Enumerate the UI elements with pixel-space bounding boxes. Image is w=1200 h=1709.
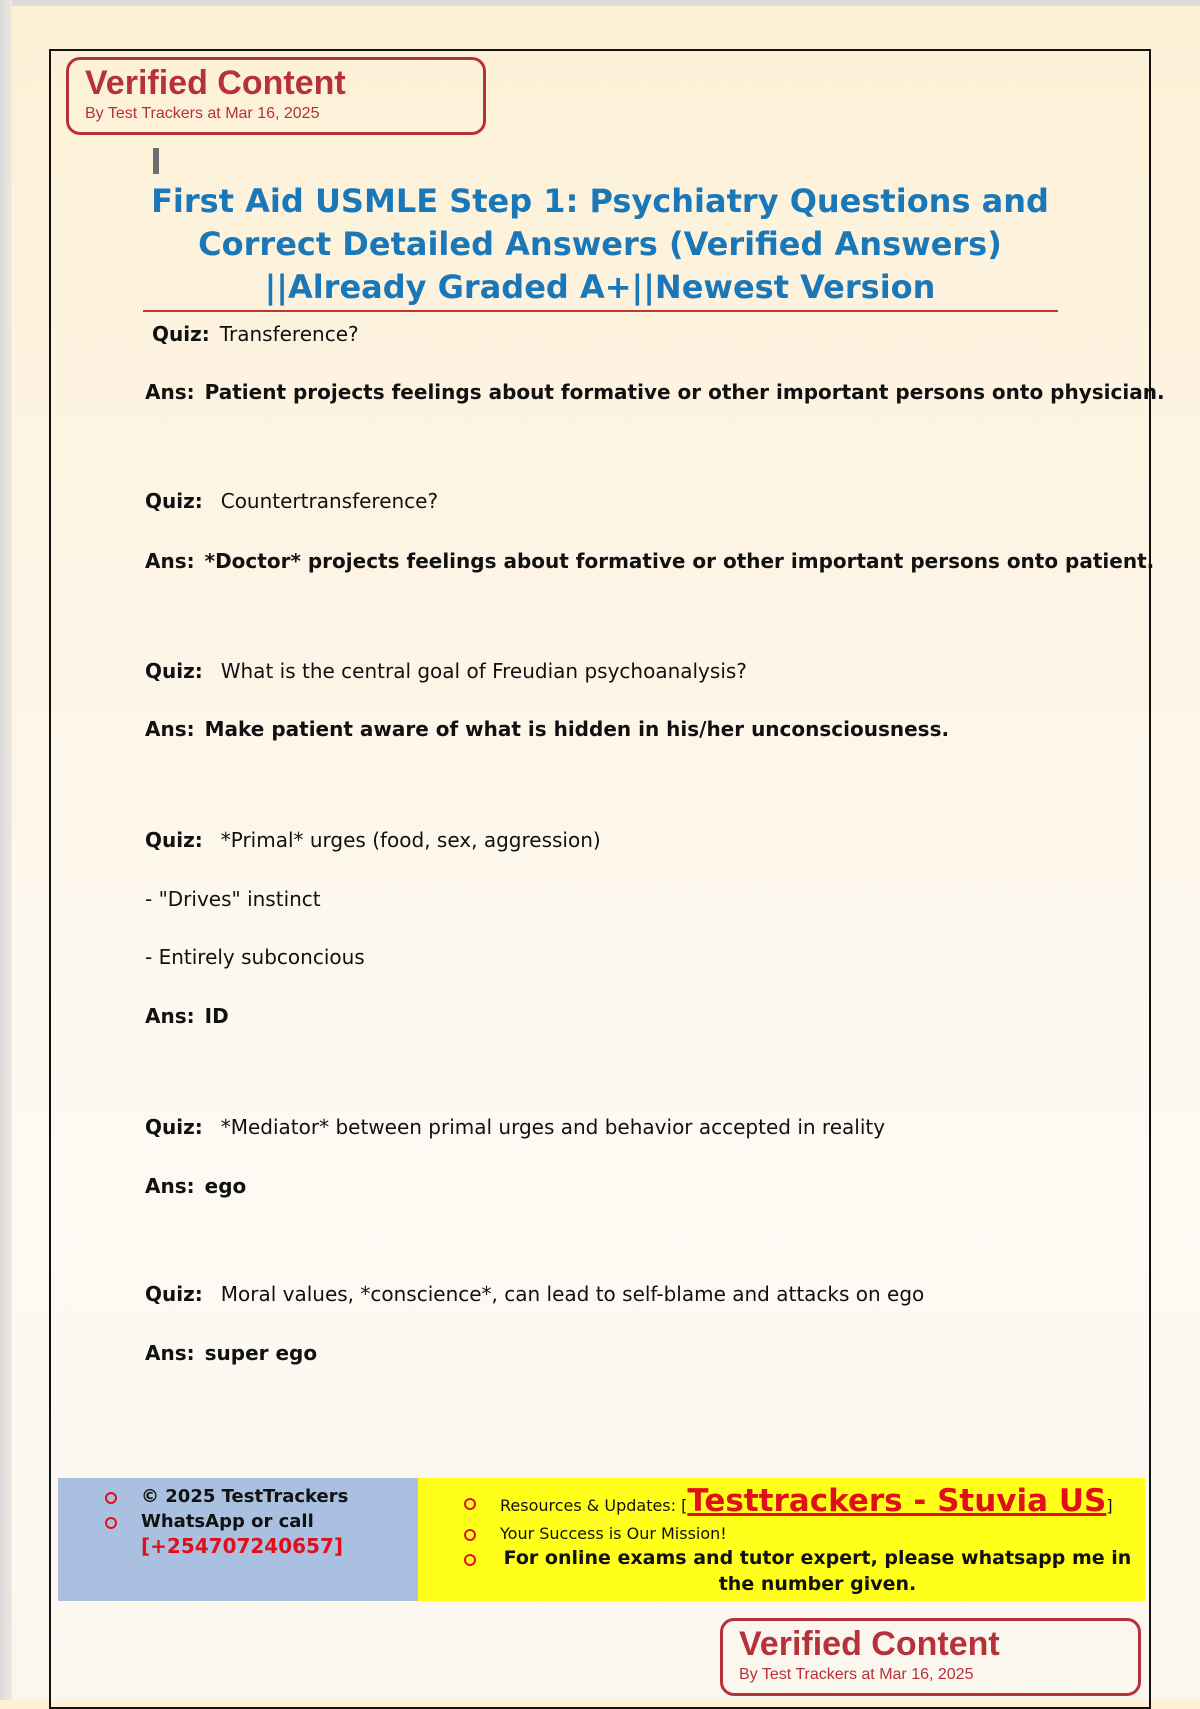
quiz-2: Quiz: Countertransference? <box>145 489 439 513</box>
bullet-icon <box>105 1492 117 1504</box>
bullet-icon <box>464 1529 476 1541</box>
quiz-4: Quiz: *Primal* urges (food, sex, aggression) <box>145 828 601 852</box>
quiz-4-line-2: - "Drives" instinct <box>145 887 321 911</box>
viewer-top-edge <box>0 0 1200 6</box>
bullet-icon <box>464 1498 476 1510</box>
footer-contact-panel <box>58 1478 418 1601</box>
stamp-subtitle: By Test Trackers at Mar 16, 2025 <box>739 1666 974 1683</box>
footer-copyright: © 2025 TestTrackers <box>58 1484 418 1509</box>
bullet-icon <box>105 1517 117 1529</box>
phone-number[interactable]: [+254707240657] <box>141 1534 344 1558</box>
answer-3: Ans: Make patient aware of what is hidden in his/her unconsciousness. <box>145 717 950 741</box>
answer-1: Ans: Patient projects feelings about formative or other important persons onto physician. <box>145 380 1165 404</box>
stuvia-link[interactable]: Testtrackers - Stuvia US <box>687 1483 1107 1519</box>
verified-stamp-bottom <box>720 1618 1141 1696</box>
quiz-4-line-3: - Entirely subconcious <box>145 945 365 969</box>
quiz-1: Quiz: Transference? <box>152 322 359 346</box>
answer-2: Ans: *Doctor* projects feelings about formative or other important persons onto patient. <box>145 549 1155 573</box>
stamp-title: Verified Content <box>739 1625 1000 1663</box>
document-title: First Aid USMLE Step 1: Psychiatry Questions and Correct Detailed Answers (Verified Answers) ||Already Graded A+||Newest Version <box>151 182 1049 306</box>
viewer-left-edge <box>0 0 12 1700</box>
footer-online-exams: For online exams and tutor expert, please whatsapp me in the number given. <box>418 1545 1135 1597</box>
title-underline <box>143 310 1058 312</box>
quiz-6: Quiz: Moral values, *conscience*, can lead to self-blame and attacks on ego <box>145 1282 925 1306</box>
bullet-icon <box>464 1554 476 1566</box>
footer-whatsapp: WhatsApp or call [+254707240657] <box>58 1509 418 1560</box>
verified-stamp-top <box>66 57 486 135</box>
footer-mission: Your Success is Our Mission! <box>418 1523 1135 1545</box>
footer-resources: Resources & Updates: [Testtrackers - Stuvia US] <box>418 1484 1135 1523</box>
footer-resources-panel <box>418 1478 1145 1601</box>
quiz-5: Quiz: *Mediator* between primal urges and behavior accepted in reality <box>145 1115 886 1139</box>
answer-5: Ans: ego <box>145 1174 247 1198</box>
text-cursor-mark <box>153 148 159 174</box>
answer-4: Ans: ID <box>145 1004 229 1028</box>
stamp-title: Verified Content <box>85 64 346 102</box>
quiz-3: Quiz: What is the central goal of Freudian psychoanalysis? <box>145 659 747 683</box>
answer-6: Ans: super ego <box>145 1341 318 1365</box>
stamp-subtitle: By Test Trackers at Mar 16, 2025 <box>85 105 320 122</box>
